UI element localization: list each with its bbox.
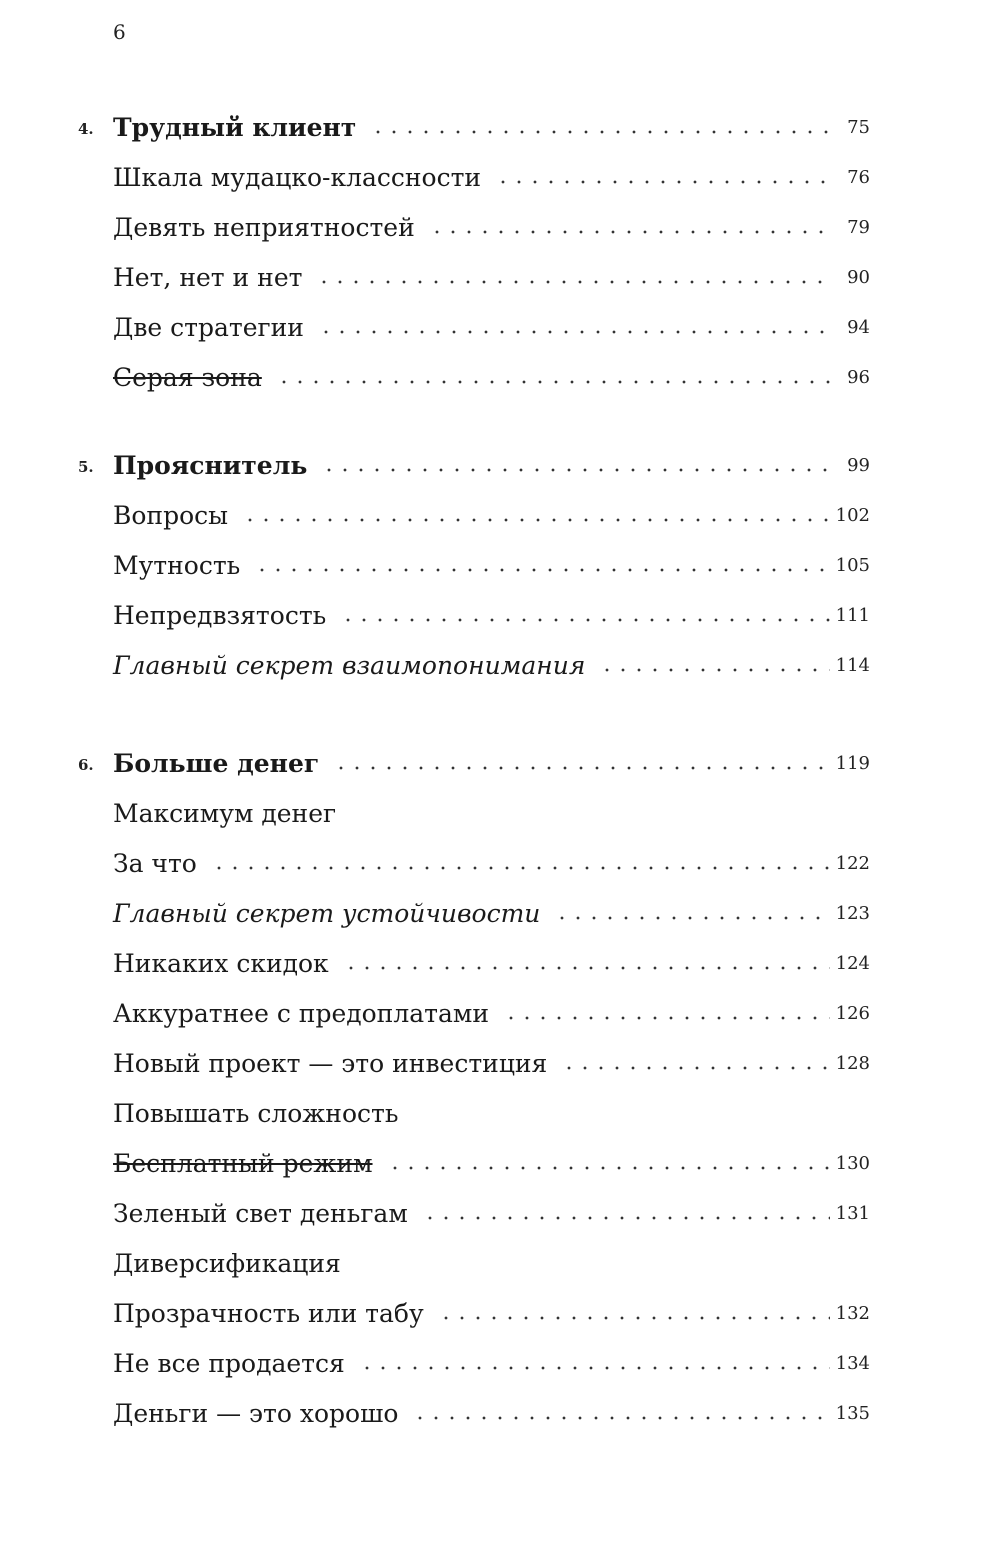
entry-title: Серая зона [113, 362, 262, 392]
entry-title: Мутность [113, 550, 241, 580]
toc-entry[interactable] [0, 207, 1000, 257]
page-ref: 135 [835, 1403, 870, 1424]
page-ref: 105 [835, 555, 870, 576]
page-ref: 124 [835, 953, 870, 974]
dot-leader [422, 1216, 830, 1220]
toc-entry[interactable] [0, 1143, 1000, 1193]
dot-leader [370, 130, 830, 134]
page-ref: 130 [835, 1153, 870, 1174]
toc-entry[interactable] [0, 1043, 1000, 1093]
dot-leader [599, 668, 830, 672]
page-ref: 128 [835, 1053, 870, 1074]
page-ref: 114 [835, 655, 870, 676]
entry-title: Повышать сложность [113, 1098, 399, 1128]
entry-title: Непредвзятость [113, 600, 327, 630]
dot-leader [359, 1366, 830, 1370]
entry-title: Главный секрет устойчивости [113, 898, 541, 928]
page-ref: 119 [835, 753, 870, 774]
chapter-heading[interactable] [0, 743, 1000, 793]
page-ref: 126 [835, 1003, 870, 1024]
dot-leader [242, 518, 830, 522]
dot-leader [343, 966, 830, 970]
toc-entry[interactable] [0, 545, 1000, 595]
toc-entry[interactable] [0, 595, 1000, 645]
toc-entry[interactable] [0, 893, 1000, 943]
chapter-number: 4. [78, 120, 94, 138]
toc-entry[interactable] [0, 495, 1000, 545]
entry-title: За что [113, 848, 197, 878]
page-ref: 94 [847, 317, 870, 338]
entry-title: Вопросы [113, 500, 229, 530]
dot-leader [387, 1166, 830, 1170]
dot-leader [561, 1066, 830, 1070]
chapter-title: Трудный клиент [113, 112, 357, 142]
dot-leader [316, 280, 830, 284]
chapter-number: 6. [78, 756, 94, 774]
dot-leader [495, 180, 830, 184]
dot-leader [412, 1416, 830, 1420]
toc-entry[interactable] [0, 257, 1000, 307]
page-ref: 134 [835, 1353, 870, 1374]
dot-leader [333, 766, 830, 770]
page-ref: 123 [835, 903, 870, 924]
page-ref: 111 [835, 605, 870, 626]
chapter-heading[interactable] [0, 107, 1000, 157]
entry-title: Никаких скидок [113, 948, 329, 978]
page-ref: 96 [847, 367, 870, 388]
entry-title: Деньги — это хорошо [113, 1398, 399, 1428]
entry-title: Бесплатный режим [113, 1148, 373, 1178]
dot-leader [554, 916, 830, 920]
dot-leader [211, 866, 830, 870]
page-ref: 90 [847, 267, 870, 288]
entry-title: Главный секрет взаимопонимания [113, 650, 586, 680]
dot-leader [276, 380, 830, 384]
chapter-title: Прояснитель [113, 450, 308, 480]
toc-entry[interactable] [0, 157, 1000, 207]
entry-title: Диверсификация [113, 1248, 341, 1278]
dot-leader [503, 1016, 830, 1020]
dot-leader [254, 568, 830, 572]
entry-title: Аккуратнее с предоплатами [113, 998, 489, 1028]
toc-entry[interactable] [0, 1243, 1000, 1293]
toc-entry[interactable] [0, 1193, 1000, 1243]
dot-leader [340, 618, 830, 622]
page-ref: 79 [847, 217, 870, 238]
dot-leader [321, 468, 830, 472]
dot-leader [438, 1316, 830, 1320]
toc-entry[interactable] [0, 645, 1000, 695]
dot-leader [429, 230, 830, 234]
entry-title: Новый проект — это инвестиция [113, 1048, 548, 1078]
entry-title: Прозрачность или табу [113, 1298, 424, 1328]
chapter-heading[interactable] [0, 445, 1000, 495]
toc-entry[interactable] [0, 993, 1000, 1043]
page-ref: 102 [835, 505, 870, 526]
toc-entry[interactable] [0, 1093, 1000, 1143]
page-ref: 132 [835, 1303, 870, 1324]
toc-entry[interactable] [0, 843, 1000, 893]
page-ref: 75 [847, 117, 870, 138]
entry-title: Максимум денег [113, 798, 337, 828]
toc-entry[interactable] [0, 1293, 1000, 1343]
page-ref: 76 [847, 167, 870, 188]
entry-title: Девять неприятностей [113, 212, 415, 242]
toc-entry[interactable] [0, 1393, 1000, 1443]
entry-title: Нет, нет и нет [113, 262, 303, 292]
dot-leader [318, 330, 830, 334]
page-ref: 131 [835, 1203, 870, 1224]
entry-title: Не все продается [113, 1348, 345, 1378]
toc-entry[interactable] [0, 793, 1000, 843]
entry-title: Две стратегии [113, 312, 304, 342]
entry-title: Зеленый свет деньгам [113, 1198, 408, 1228]
toc-entry[interactable] [0, 943, 1000, 993]
toc-entry[interactable] [0, 307, 1000, 357]
entry-title: Шкала мудацко-классности [113, 162, 482, 192]
toc-entry[interactable] [0, 1343, 1000, 1393]
chapter-number: 5. [78, 458, 94, 476]
chapter-title: Больше денег [113, 748, 320, 778]
toc-entry[interactable] [0, 357, 1000, 407]
page-number: 6 [113, 20, 126, 44]
page-ref: 122 [835, 853, 870, 874]
page-ref: 99 [847, 455, 870, 476]
